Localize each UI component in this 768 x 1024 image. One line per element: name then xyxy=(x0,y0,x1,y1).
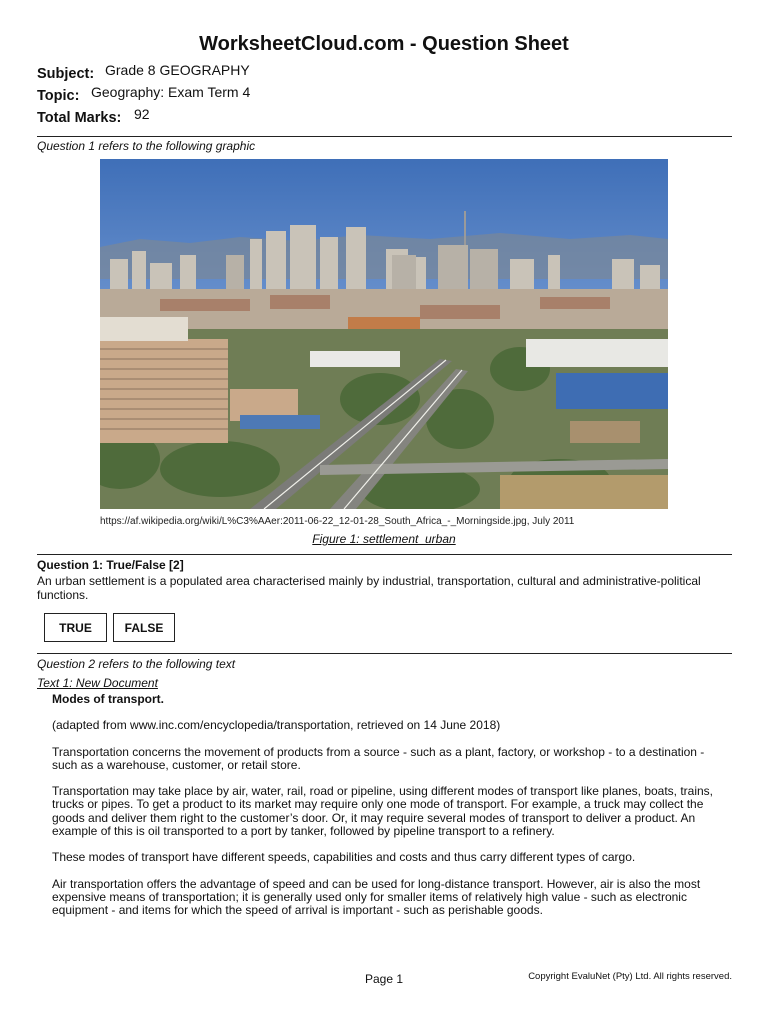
divider xyxy=(37,136,732,137)
copyright-notice: Copyright EvaluNet (Pty) Ltd. All rights reserved. xyxy=(528,971,732,982)
page-number: Page 1 xyxy=(364,972,404,986)
text-paragraph: Transportation may take place by air, water, rail, road or pipeline, using different modes of transport like planes, boats, trains, trucks or pipes. To get a product to its market may require only one mode of transport. For example, a truck may collect the goods and deliver them right to the customer’s door. Or, it may require several modes of transport to deliver a product. An example of this is oil transported to a port by tanker, followed by pipeline transport to a refinery. xyxy=(52,784,714,839)
topic-row xyxy=(37,84,251,105)
marks-row xyxy=(37,106,150,127)
subject-row xyxy=(37,62,250,83)
divider xyxy=(37,554,732,555)
text-document-label: Text 1: New Document xyxy=(37,676,158,690)
text-paragraph: (adapted from www.inc.com/encyclopedia/transportation, retrieved on 14 June 2018) xyxy=(52,718,501,733)
question1-intro: Question 1 refers to the following graphic xyxy=(37,139,256,153)
question2-intro: Question 2 refers to the following text xyxy=(37,657,236,671)
reading-text xyxy=(52,693,724,931)
page-title: WorksheetCloud.com - Question Sheet xyxy=(199,33,569,55)
topic-value: Geography: Exam Term 4 xyxy=(91,84,251,100)
topic-label: Topic: xyxy=(37,88,80,104)
text-paragraph: Air transportation offers the advantage of speed and can be used for long-distance transport. However, air is also the most expensive means of transportation; it is generally used only for smaller items of relatively high value - such as electronic equipment - and items for which the speed of arrival is important - such as perishable goods. xyxy=(52,876,701,918)
text-paragraph: Transportation concerns the movement of products from a source - such as a plant, factory, or workshop - to a destination - such as a warehouse, customer, or retail store. xyxy=(52,744,705,772)
question1-heading: Question 1: True/False [2] xyxy=(37,558,184,572)
city-photo xyxy=(100,159,668,509)
false-option-button[interactable]: FALSE xyxy=(113,613,175,642)
divider xyxy=(37,653,732,654)
text-title: Modes of transport. xyxy=(52,692,165,706)
figure-caption: Figure 1: settlement_urban xyxy=(312,532,456,546)
question1-statement: An urban settlement is a populated area characterised mainly by industrial, transportation, cultural and administrative-political functions. xyxy=(37,574,701,602)
image-source: https://af.wikipedia.org/wiki/L%C3%AAer:2011-06-22_12-01-28_South_Africa_-_Morningside.jpg, July 2011 xyxy=(100,516,575,527)
subject-value: Grade 8 GEOGRAPHY xyxy=(105,62,250,78)
subject-label: Subject: xyxy=(37,66,95,82)
text-paragraph: These modes of transport have different speeds, capabilities and costs and thus carry different types of cargo. xyxy=(52,850,636,865)
marks-label: Total Marks: xyxy=(37,110,122,126)
marks-value: 92 xyxy=(134,106,150,122)
true-option-button[interactable]: TRUE xyxy=(44,613,107,642)
